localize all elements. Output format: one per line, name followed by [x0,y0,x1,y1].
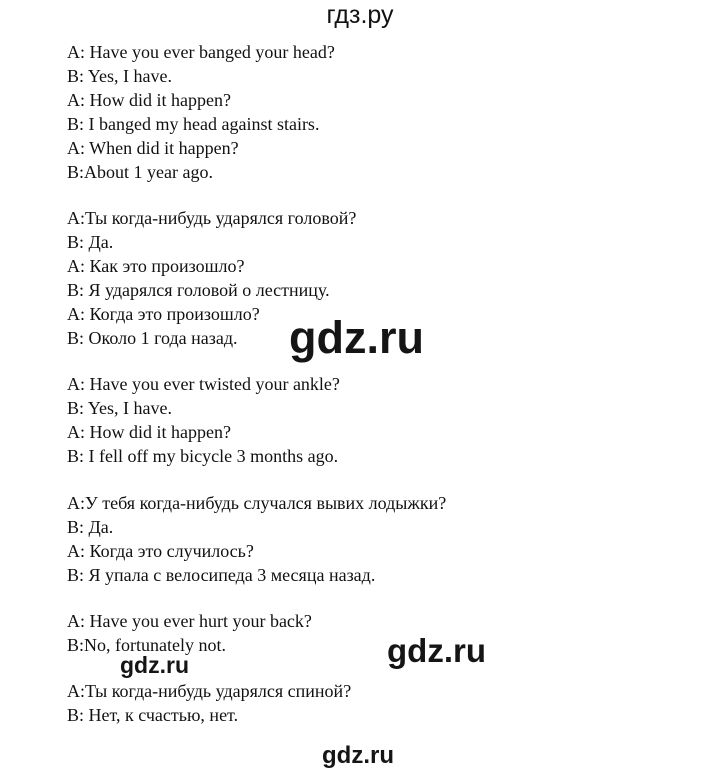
dialogue-line: B: Нет, к счастью, нет. [67,705,239,725]
dialogue-line: B: Я ударялся головой о лестницу. [67,280,330,300]
dialogue-line: B: Я упала с велосипеда 3 месяца назад. [67,565,376,585]
dialogue-line: A: Когда это произошло? [67,304,260,324]
dialogue-line: A: Have you ever banged your head? [67,42,335,62]
dialogue-line: A: Have you ever hurt your back? [67,611,312,631]
dialogue-line: B: Около 1 года назад. [67,328,238,348]
dialogue-line: A: How did it happen? [67,422,231,442]
dialogue-line: A:Ты когда-нибудь ударялся спиной? [67,681,352,701]
dialogue-line: A: Have you ever twisted your ankle? [67,374,340,394]
dialogue-line: A:У тебя когда-нибудь случался вывих лодыжки? [67,493,447,513]
dialogue-line: B:No, fortunately not. [67,635,226,655]
site-header-title: гдз.ру [326,1,394,29]
watermark: gdz.ru [120,652,189,678]
watermark: gdz.ru [289,312,424,363]
dialogue-line: A:Ты когда-нибудь ударялся головой? [67,208,357,228]
dialogue-line: A: How did it happen? [67,90,231,110]
dialogue-line: B: I fell off my bicycle 3 months ago. [67,446,339,466]
dialogue-line: B: I banged my head against stairs. [67,114,320,134]
dialogue-line: A: Когда это случилось? [67,541,254,561]
dialogue-line: A: Как это произошло? [67,256,245,276]
dialogue-line: B:About 1 year ago. [67,162,213,182]
dialogue-line: B: Yes, I have. [67,66,173,86]
watermark: gdz.ru [387,632,486,669]
watermark: gdz.ru [322,742,394,769]
dialogue-line: B: Да. [67,232,114,252]
dialogue-line: A: When did it happen? [67,138,239,158]
dialogue-line: B: Да. [67,517,114,537]
dialogue-line: B: Yes, I have. [67,398,173,418]
